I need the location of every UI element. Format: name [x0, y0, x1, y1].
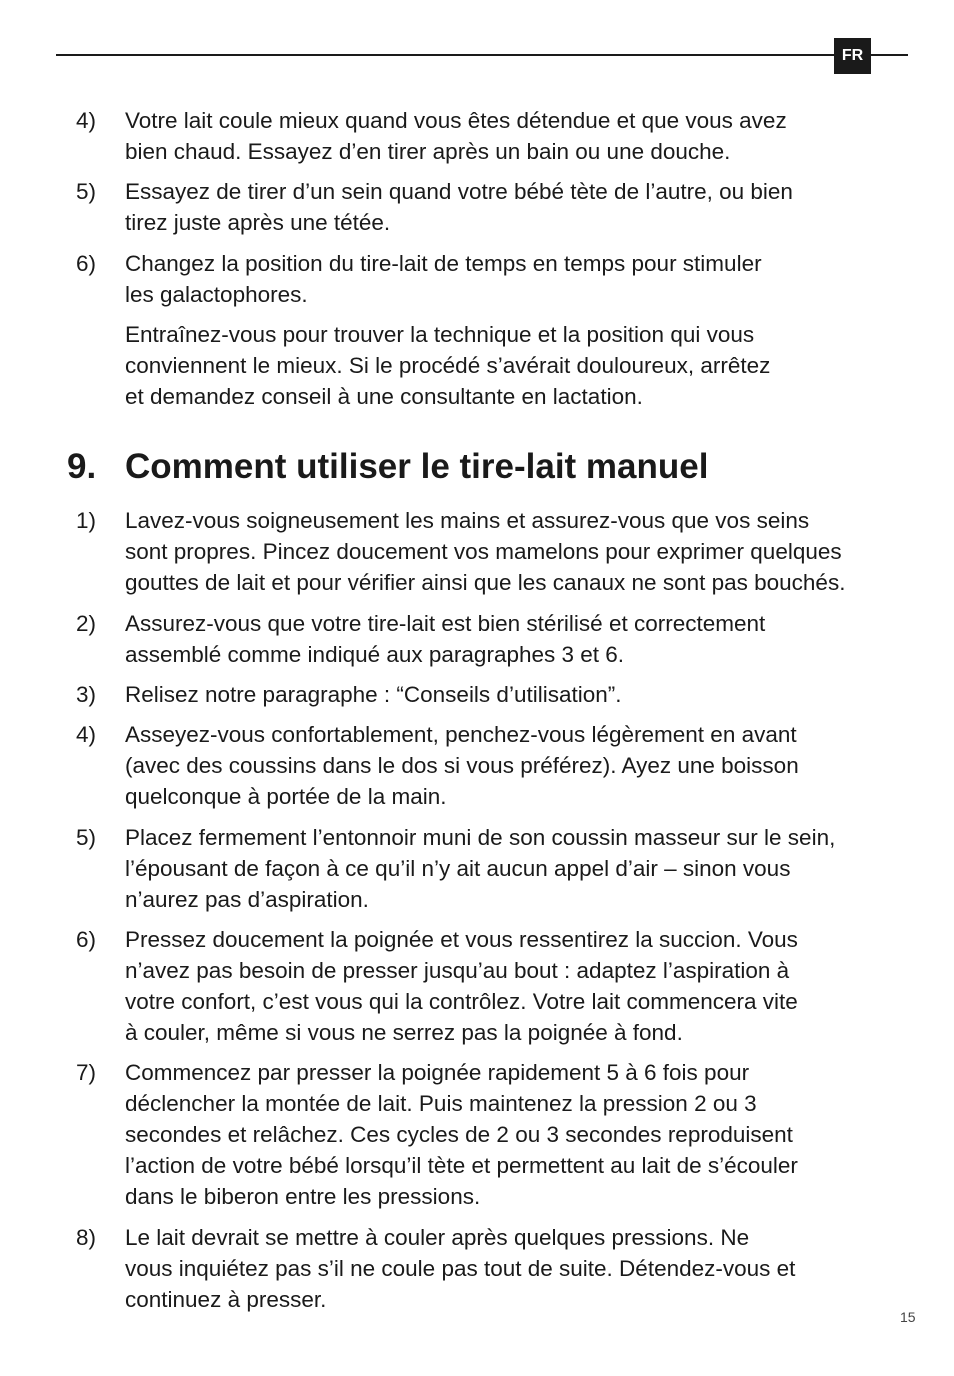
note-line: conviennent le mieux. Si le procédé s’avérait douloureux, arrêtez	[125, 353, 771, 378]
item-text	[125, 248, 895, 310]
step-line: (avec des coussins dans le dos si vous préférez). Ayez une boisson	[125, 753, 799, 778]
step-text	[125, 1222, 895, 1315]
step-line: Lavez-vous soigneusement les mains et assurez-vous que vos seins	[125, 508, 810, 533]
item-line: Essayez de tirer d’un sein quand votre bébé tète de l’autre, ou bien	[125, 179, 793, 204]
step-line: votre confort, c’est vous qui la contrôlez. Votre lait commencera vite	[125, 989, 798, 1014]
step-line: quelconque à portée de la main.	[125, 784, 447, 809]
step-number: 5)	[76, 825, 97, 850]
item-line: tirez juste après une tétée.	[125, 210, 391, 235]
item-number: 6)	[76, 251, 97, 276]
note-line: et demandez conseil à une consultante en lactation.	[125, 384, 643, 409]
step-line: continuez à presser.	[125, 1287, 327, 1312]
step-text	[125, 822, 895, 915]
section-number: 9.	[67, 447, 97, 486]
step-number: 4)	[76, 722, 97, 747]
step-line: Assurez-vous que votre tire-lait est bien stérilisé et correctement	[125, 611, 766, 636]
step-line: à couler, même si vous ne serrez pas la poignée à fond.	[125, 1020, 683, 1045]
step-number: 6)	[76, 927, 97, 952]
step-text	[125, 679, 895, 710]
step-number: 3)	[76, 682, 97, 707]
item-line: les galactophores.	[125, 282, 308, 307]
header-rule	[56, 54, 908, 56]
item-number: 4)	[76, 108, 97, 133]
step-line: Le lait devrait se mettre à couler après quelques pressions. Ne	[125, 1225, 750, 1250]
item-line: Votre lait coule mieux quand vous êtes détendue et que vous avez	[125, 108, 787, 133]
item-line: bien chaud. Essayez d’en tirer après un bain ou une douche.	[125, 139, 731, 164]
item-text	[125, 176, 895, 238]
step-line: Placez fermement l’entonnoir muni de son coussin masseur sur le sein,	[125, 825, 836, 850]
step-line: secondes et relâchez. Ces cycles de 2 ou 3 secondes reproduisent	[125, 1122, 793, 1147]
step-number: 2)	[76, 611, 97, 636]
step-number: 1)	[76, 508, 97, 533]
item-text	[125, 105, 895, 167]
page-number: 15	[900, 1309, 916, 1325]
step-line: dans le biberon entre les pressions.	[125, 1184, 481, 1209]
step-number: 8)	[76, 1225, 97, 1250]
step-line: sont propres. Pincez doucement vos mamelons pour exprimer quelques	[125, 539, 842, 564]
step-line: Pressez doucement la poignée et vous ressentirez la succion. Vous	[125, 927, 798, 952]
language-badge: FR	[834, 38, 871, 74]
step-line: gouttes de lait et pour vérifier ainsi que les canaux ne sont pas bouchés.	[125, 570, 846, 595]
step-text	[125, 505, 895, 598]
step-line: n’aurez pas d’aspiration.	[125, 887, 369, 912]
step-number: 7)	[76, 1060, 97, 1085]
note-line: Entraînez-vous pour trouver la technique et la position qui vous	[125, 322, 755, 347]
step-line: vous inquiétez pas s’il ne coule pas tout de suite. Détendez-vous et	[125, 1256, 796, 1281]
step-line: assemblé comme indiqué aux paragraphes 3 et 6.	[125, 642, 625, 667]
step-text	[125, 719, 895, 812]
step-line: l’action de votre bébé lorsqu’il tète et permettent au lait de s’écouler	[125, 1153, 798, 1178]
section-title: Comment utiliser le tire-lait manuel	[125, 447, 709, 486]
step-line: l’épousant de façon à ce qu’il n’y ait aucun appel d’air – sinon vous	[125, 856, 791, 881]
step-text	[125, 924, 895, 1048]
intro-note	[125, 319, 895, 412]
step-text	[125, 1057, 895, 1212]
step-line: Commencez par presser la poignée rapidement 5 à 6 fois pour	[125, 1060, 750, 1085]
step-line: n’avez pas besoin de presser jusqu’au bout : adaptez l’aspiration à	[125, 958, 790, 983]
step-line: déclencher la montée de lait. Puis maintenez la pression 2 ou 3	[125, 1091, 757, 1116]
step-line: Asseyez-vous confortablement, penchez-vous légèrement en avant	[125, 722, 797, 747]
step-text	[125, 608, 895, 670]
item-number: 5)	[76, 179, 97, 204]
section-heading	[67, 444, 708, 490]
step-line: Relisez notre paragraphe : “Conseils d’utilisation”.	[125, 682, 622, 707]
item-line: Changez la position du tire-lait de temps en temps pour stimuler	[125, 251, 762, 276]
